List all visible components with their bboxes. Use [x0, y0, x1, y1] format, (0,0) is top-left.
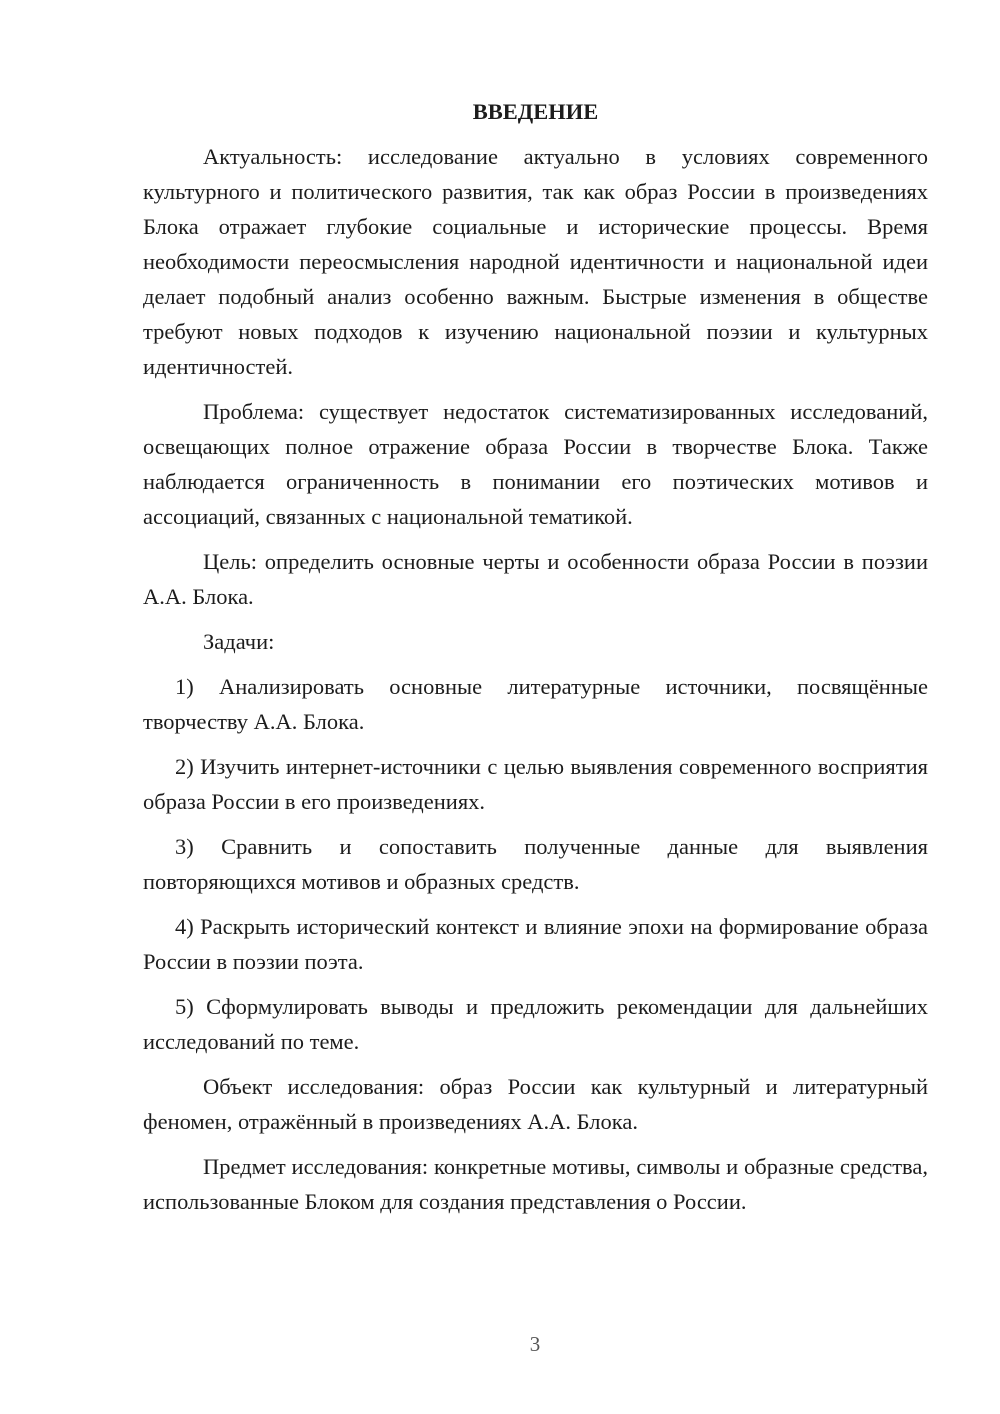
- relevance-paragraph: Актуальность: исследование актуально в условиях современного культурного и политического развития, так как образ России в произведениях Блока отражает глубокие социальные и исторические процессы. Время необходимости переосмысления народной идентичности и национальной идеи делает подобный анализ особенно важным. Быстрые изменения в обществе требуют новых подходов к изучению национальной поэзии и культурных идентичностей.: [143, 144, 928, 379]
- tasks-label: Задачи:: [203, 629, 275, 654]
- section-heading: ВВЕДЕНИЕ: [472, 99, 599, 124]
- document-page: [143, 94, 928, 1229]
- goal-paragraph: Цель: определить основные черты и особенности образа России в поэзии А.А. Блока.: [143, 549, 928, 609]
- object-paragraph: Объект исследования: образ России как культурный и литературный феномен, отражённый в произведениях А.А. Блока.: [143, 1074, 928, 1134]
- task-item-3: 3) Сравнить и сопоставить полученные данные для выявления повторяющихся мотивов и образных средств.: [143, 834, 928, 894]
- page-number: 3: [529, 1332, 541, 1356]
- subject-paragraph: Предмет исследования: конкретные мотивы, символы и образные средства, использованные Блоком для создания представления о России.: [143, 1154, 928, 1214]
- problem-paragraph: Проблема: существует недостаток систематизированных исследований, освещающих полное отражение образа России в творчестве Блока. Также наблюдается ограниченность в понимании его поэтических мотивов и ассоциаций, связанных с национальной тематикой.: [143, 399, 928, 529]
- task-item-1: 1) Анализировать основные литературные источники, посвящённые творчеству А.А. Блока.: [143, 674, 928, 734]
- task-item-2: 2) Изучить интернет-источники с целью выявления современного восприятия образа России в его произведениях.: [143, 754, 928, 814]
- task-item-5: 5) Сформулировать выводы и предложить рекомендации для дальнейших исследований по теме.: [143, 994, 928, 1054]
- task-item-4: 4) Раскрыть исторический контекст и влияние эпохи на формирование образа России в поэзии поэта.: [143, 914, 928, 974]
